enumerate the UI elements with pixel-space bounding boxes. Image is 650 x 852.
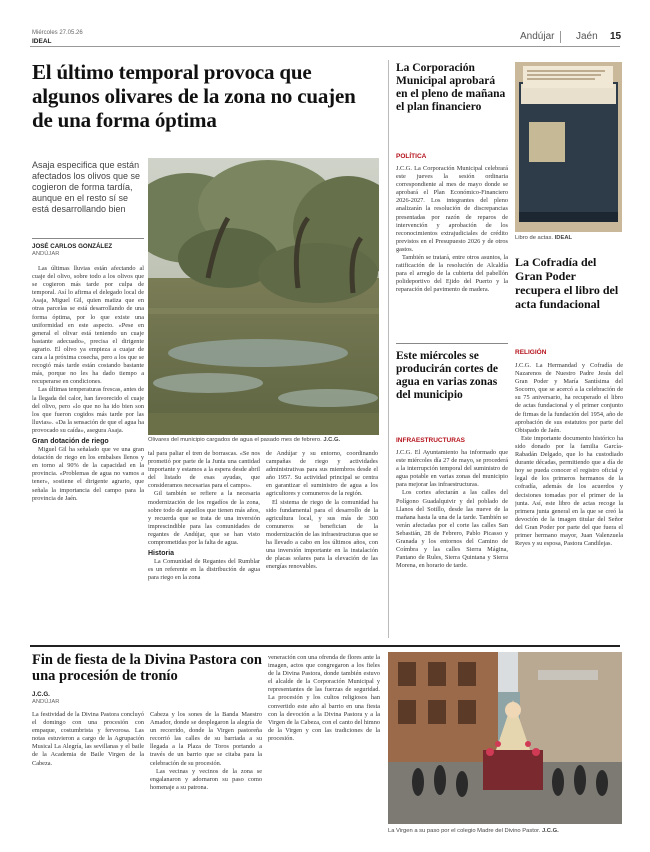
main-byline: JOSÉ CARLOS GONZÁLEZ bbox=[32, 243, 113, 250]
book-image bbox=[515, 62, 622, 232]
main-col2-p3: La Comunidad de Regantes del Rumblar es un referente en la distribución de agua para riego en la zona bbox=[148, 558, 260, 582]
column-divider bbox=[388, 60, 389, 638]
header-page-number: 15 bbox=[610, 31, 622, 42]
bottom-byline: J.C.G. bbox=[32, 691, 50, 698]
main-subhead-2: Historia bbox=[148, 550, 175, 558]
bottom-column-1 bbox=[32, 711, 144, 839]
header-date: Miércoles 27.05.26 bbox=[32, 30, 83, 36]
main-col3-p1: de Andújar y su entorno, coordinando campañas de riego y actividades administrativas para sus miembros desde el año 1957. Su actividad principal se centra en garantizar el suministro de agua a los agricultores y comuneros de la región. bbox=[266, 450, 378, 498]
side3-section: RELIGIÓN bbox=[515, 349, 547, 356]
side1-headline: La Corporación Municipal aprobará en el pleno de mañana el plan financiero bbox=[396, 62, 506, 113]
bottom-col2-p2: Las vecinas y vecinos de la zona se engalanaron y adornaron su paso como homenaje a su patrona. bbox=[150, 767, 262, 791]
side2-p2: Los cortes afectarán a las calles del Polígono Guadalquivir y del poblado de Llanos del Sotillo, desde las nueve de la mañana hasta la una de la tarde. También se verán afectadas por el corte las calles San Sebastián, 28 de Febrero, Pablo Picasso y Granada y los entornos del Camino de Coímbra y las calles Sierra Mágina, Pantano de Rules, Sierra Quintana y Sierra Morena, en horario de tarde. bbox=[396, 489, 508, 570]
header-divider bbox=[560, 31, 561, 43]
side3-photo-credit: IDEAL bbox=[554, 235, 573, 241]
side3-p1: J.C.G. La Hermandad y Cofradía de Nazarenos de Nuestro Padre Jesús del Gran Poder y María Santísima del Socorro, que se acercó a la celebración de su 75 aniversario, ha recuperado el libro de actas fundacional y el primer conjunto de firmas de la fundación del 1954, año de aprobación de sus estatutos por parte del Obispado de Jaén. bbox=[515, 362, 623, 434]
main-col1-p2: Las últimas temperaturas frescas, antes de la llegada del calor, han favorecido el cuaje del olivo, pero «lo que no ha ido bien son los que fueron cogidos más tarde por las lluvias». «Da la sensación de que el agua ha provocado su caída», asegura Asaja. bbox=[32, 386, 144, 434]
main-column-2 bbox=[148, 450, 260, 637]
main-photo-caption bbox=[148, 437, 379, 443]
side3-photo-book bbox=[515, 62, 622, 232]
main-standfirst: Asaja especifica que están afectados los olivos que se cogieron de forma tardía, aunque en el resto sí se está desarrollando bien bbox=[32, 160, 141, 214]
bottom-photo-credit: J.C.G. bbox=[541, 828, 559, 834]
bottom-photo-procession bbox=[388, 652, 622, 824]
main-headline: El último temporal provoca que algunos olivares de la zona no cuajen de una forma óptima bbox=[32, 60, 356, 132]
side3-p2: Este importante documento histórico ha sido donado por la familia García-Rabadán Delgado, que lo ha custodiado durante décadas, permitiendo que a día de hoy se pueda conocer el registro oficial y legal de los primeros hermanos de la cofradía, además de los acuerdos y decisiones tomadas por el primer de la junta. Así, este libro de actas recoge la primera junta general en la que se creó la devoción de la imagen titular del Señor del Gran Poder por parte del que fuera el primer hermano mayor, Juan Valenzuela Reyes y su esposa, Pastora Candilejas. bbox=[515, 434, 623, 548]
side3-body bbox=[515, 362, 623, 638]
side2-body bbox=[396, 449, 508, 639]
main-col1-p1: Las últimas lluvias están afectando al cuaje del olivo, sobre todo a los olivos que se cogieron más tarde por culpa de temporal. Así lo afirma el delegado local de Asaja, Miguel Gil, quien matiza que en otras parcelas se está desarrollando de una forma óptima, por lo que existe una uniformidad en este aspecto. «Pese en general el olivar está teniendo un cuaje bastante adecuado», precisa el dirigente agrario. El olivo ya empieza a cuajar de cara a la próxima cosecha, pero a los que se recogió más tarde están costando bastante más, porque no les ha dado tiempo a recuperarse en condiciones. bbox=[32, 265, 144, 386]
side3-photo-caption-text: Libro de actas. bbox=[515, 235, 554, 241]
side1-body bbox=[396, 165, 508, 345]
main-photo-caption-text: Olivares del municipio cargados de agua el pasado mes de febrero. bbox=[148, 437, 322, 443]
main-subhead-1: Gran dotación de riego bbox=[32, 437, 109, 445]
header-section: Andújar bbox=[520, 31, 555, 42]
bottom-photo-caption bbox=[388, 828, 622, 834]
procession-image bbox=[388, 652, 622, 824]
side3-headline: La Cofradía del Gran Poder recupera el libro del acta fundacional bbox=[515, 255, 619, 311]
bottom-column-2 bbox=[150, 711, 262, 839]
bottom-col1-p1: La festividad de la Divina Pastora concluyó el domingo con una procesión con empaque, costumbrista y fervorosa. Las notas estuvieron a cargo de la Agrupación Musical La Alegría, las sevillanas y el baile de la Academia de Baile Virgen de la Cabeza. bbox=[32, 711, 144, 767]
bottom-headline: Fin de fiesta de la Divina Pastora con una procesión de tronío bbox=[32, 652, 262, 684]
side2-headline: Este miércoles se producirán cortes de agua en varias zonas del municipio bbox=[396, 350, 499, 401]
bottom-story-rule bbox=[30, 645, 620, 647]
main-col2-p2: Gil también se refiere a la necesaria modernización de los regadíos de la zona, sobre todo de aquellos que tienen más años, y recuerda que se trata de una inversión imprescindible para las comunidades de regantes de Andújar, que se han visto comprometidas por la falta de agua. bbox=[148, 490, 260, 547]
bottom-photo-caption-text: La Virgen a su paso por el colegio Madre del Divino Pastor. bbox=[388, 828, 541, 834]
main-column-3 bbox=[266, 450, 378, 637]
side2-p1: J.C.G. El Ayuntamiento ha informado que este miércoles día 27 de mayo, se procederá a la interrupción temporal del suministro de agua potable en varias zonas del municipio para mejorar las infraestructuras. bbox=[396, 449, 508, 489]
olive-grove-image bbox=[148, 158, 379, 435]
header-paper: IDEAL bbox=[32, 38, 52, 45]
bottom-column-3 bbox=[268, 654, 380, 840]
side3-photo-caption bbox=[515, 235, 572, 241]
main-col1-p3: Miguel Gil ha señalado que ve una gran dotación de riego en los embalses llenos y en torno al 90% de la capacidad en la provincia. «Problemas de agua no vamos a tener», sostiene el dirigente agrario, que señala la importancia del campo para la provincia de Jaén. bbox=[32, 446, 144, 502]
main-location: ANDÚJAR bbox=[32, 251, 60, 257]
header-rule bbox=[30, 46, 620, 47]
side2-section: INFRAESTRUCTURAS bbox=[396, 437, 465, 444]
side1-p2: También se tratará, entre otros asuntos, la ratificación de la resolución de Alcaldía para el arreglo de la cubierta del pabellón polideportivo del Ejido del Puerto y la reparación del pavimento de madera. bbox=[396, 254, 508, 294]
side1-p1: J.C.G. La Corporación Municipal celebrará este jueves la sesión ordinaria correspondiente al mes de mayo donde se aprobará el Plan Económico-Financiero 2026-2027. Los integrantes del pleno analizarán la resolución de discrepancias presentadas por razón de reparos de intervención y aprobación de los reconocimientos extrajudiciales de crédito previstos en el Presupuesto 2026 y de otros gastos. bbox=[396, 165, 508, 253]
bottom-col2-p1: Cabeza y los sones de la Banda Maestro Amador, donde se desplegaron la alegría de un recorrido, donde la Virgen pastoreña recorrió las calles de su barriada a su llegada a la Plaza de Toros portando a través de un barrio que se citaba para la celebración de su procesión. bbox=[150, 711, 262, 767]
main-col3-p2: El sistema de riego de la comunidad ha sido fundamental para el desarrollo de la agricultura local, y sus más de 300 comuneros se benefician de la modernización de las infraestructuras que se ha llevado a cabo en los últimos años, con una inversión importante en la instalación de placas solares para la elevación de las energías renovables. bbox=[266, 498, 378, 571]
main-photo-olive-grove bbox=[148, 158, 379, 435]
header-city: Jaén bbox=[576, 31, 598, 42]
main-photo-credit: J.C.G. bbox=[323, 437, 341, 443]
side1-rule bbox=[396, 343, 508, 344]
main-col2-p1: tal para paliar el tren de borrascas. «Se nos prometió por parte de la Junta una cantidad importante y estamos a la espera desde abril del listado de esas ayudas, que consideramos necesarias para el campo». bbox=[148, 450, 260, 490]
bottom-col3-p1: veneración con una ofrenda de flores ante la imagen, actos que congregaron a los fieles de la Divina Pastora, donde también estuvo el alcalde de la Corporación Municipal y representantes de las fuerzas de seguridad. La procesión y los cultos religiosos han convertido este año al barrio en una fiesta con la devoción a la Divina Pastora y a la Virgen de la Cabeza, con el canto del himno de la Virgen y con las tradiciones de la procesión. bbox=[268, 654, 380, 742]
main-column-1 bbox=[32, 265, 144, 637]
byline-rule bbox=[32, 238, 144, 239]
bottom-location: ANDÚJAR bbox=[32, 699, 60, 705]
side1-section: POLÍTICA bbox=[396, 153, 427, 160]
